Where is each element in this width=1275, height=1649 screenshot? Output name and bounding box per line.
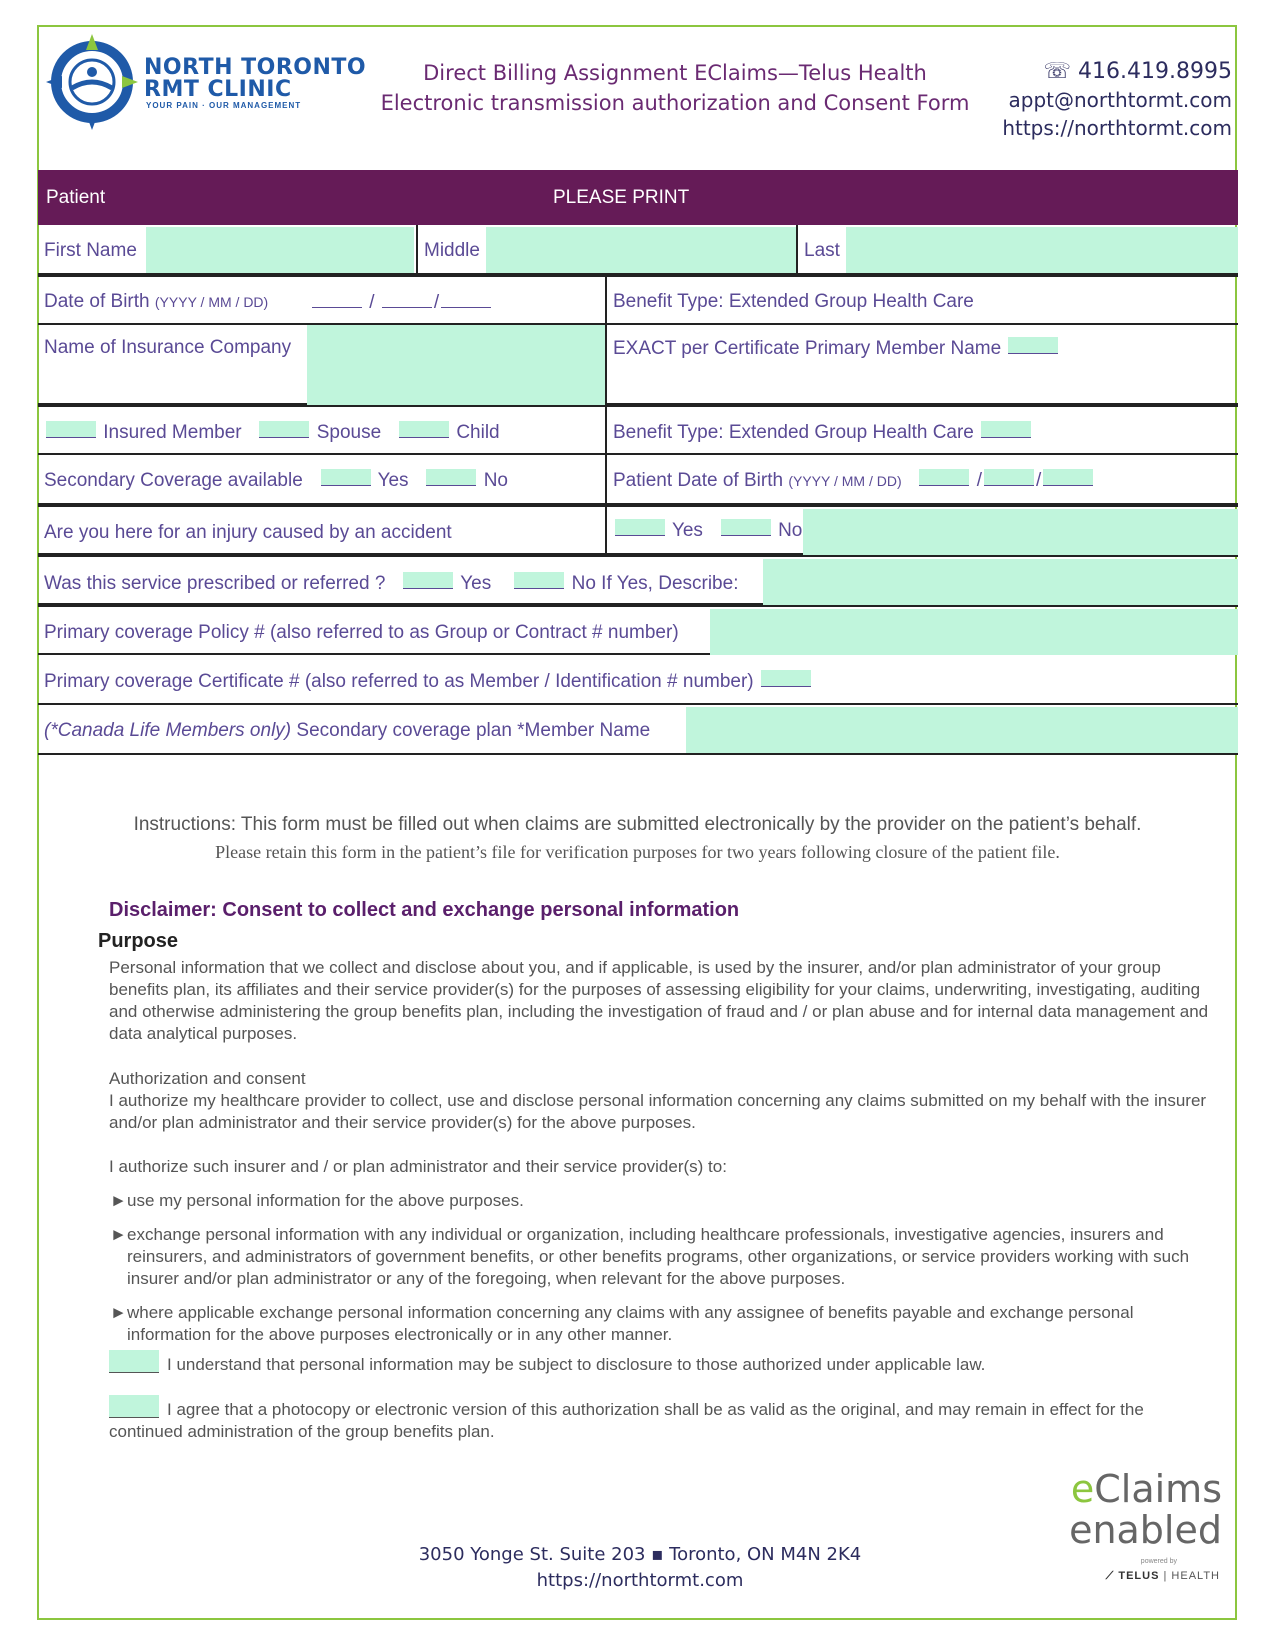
insured-member-blank[interactable] bbox=[46, 421, 96, 438]
phone-icon: ☏ bbox=[1043, 59, 1079, 84]
policy-number-field[interactable] bbox=[710, 609, 1238, 655]
insured-member-label: Insured Member bbox=[103, 422, 242, 443]
patient-section-label: Patient bbox=[46, 187, 106, 208]
prescribed-no-blank[interactable] bbox=[514, 572, 564, 589]
last-name-field[interactable] bbox=[846, 227, 1238, 273]
relationship-options bbox=[44, 421, 500, 444]
primary-member-name-blank[interactable] bbox=[1008, 337, 1058, 354]
divider bbox=[796, 225, 798, 275]
patient-dob: Patient Date of Birth (YYYY / MM / DD) / / bbox=[613, 469, 1095, 492]
phone-line bbox=[1002, 58, 1232, 86]
accident-no-label: No bbox=[778, 520, 803, 541]
patient-dob-format: (YYYY / MM / DD) bbox=[788, 473, 902, 489]
form-title bbox=[380, 58, 970, 118]
instructions-line1: Instructions: This form must be filled out when claims are submitted electronically by the provider on the patient’s behalf. bbox=[133, 814, 1142, 835]
divider bbox=[605, 325, 607, 405]
understand-initial-field[interactable] bbox=[109, 1350, 159, 1373]
dob-fields[interactable]: / / bbox=[310, 291, 493, 314]
disclaimer-title: Disclaimer: Consent to collect and exchange personal information bbox=[109, 899, 740, 921]
instructions-line2: Please retain this form in the patient’s file for verification purposes for two years following closure of the patient file. bbox=[215, 842, 1060, 862]
website-link[interactable]: https://northtormt.com bbox=[1002, 116, 1232, 140]
row-dob bbox=[38, 275, 1238, 325]
bullet-arrow-icon: ► bbox=[110, 1191, 127, 1210]
please-print-label: PLEASE PRINT bbox=[553, 187, 690, 208]
secondary-no-label: No bbox=[483, 470, 508, 491]
dob-day-blank[interactable] bbox=[441, 291, 491, 308]
spouse-label: Spouse bbox=[316, 422, 382, 443]
bullet-arrow-icon: ► bbox=[110, 1303, 127, 1322]
bullet-text: where applicable exchange personal information concerning any claims with any assignee of benefits payable and exchange personal information for the above purposes electronically or in any other manner. bbox=[127, 1303, 1134, 1344]
divider bbox=[605, 455, 607, 505]
eclaims-logo bbox=[1071, 1467, 1222, 1511]
dob-label bbox=[44, 291, 268, 313]
prescribed-question: Was this service prescribed or referred ? bbox=[44, 573, 386, 594]
purpose-heading: Purpose bbox=[98, 930, 179, 952]
row-policy bbox=[38, 605, 1238, 655]
phone-number: 416.419.8995 bbox=[1078, 59, 1232, 84]
eclaims-claims: Claims bbox=[1094, 1467, 1222, 1511]
row-insurance bbox=[38, 325, 1238, 405]
row-secondary-plan bbox=[38, 705, 1238, 755]
accident-details-field[interactable] bbox=[803, 509, 1238, 555]
logo-name-line1: NORTH TORONTO bbox=[144, 55, 367, 80]
bullet-text: exchange personal information with any individual or organization, including healthcare professionals, investigative agencies, insurers and reinsurers, and administrators of government benefits, or other benefits programs, other organizations, or service providers working with such insurer and/or plan administrator or any of the foregoing, when relevant for the above purposes. bbox=[127, 1225, 1190, 1288]
prescribed-if-yes-label: No If Yes, Describe: bbox=[571, 573, 739, 594]
secondary-plan bbox=[44, 720, 650, 742]
row-names bbox=[38, 225, 1238, 275]
insurance-company-label: Name of Insurance Company bbox=[44, 337, 292, 358]
row-accident bbox=[38, 505, 1238, 555]
prescribed-yes-blank[interactable] bbox=[403, 572, 453, 589]
benefit-type-2-blank[interactable] bbox=[981, 421, 1031, 438]
footer-address: 3050 Yonge St. Suite 203 ▪ Toronto, ON M4N 2K4 bbox=[418, 1544, 862, 1565]
benefit-type-2 bbox=[613, 421, 1033, 444]
dob-format: (YYYY / MM / DD) bbox=[154, 294, 269, 310]
bullet-arrow-icon: ► bbox=[110, 1225, 127, 1244]
insurance-company-field[interactable] bbox=[307, 325, 605, 405]
primary-member-name-label bbox=[613, 337, 1060, 360]
accident-question: Are you here for an injury caused by an accident bbox=[44, 522, 452, 543]
understand-text: I understand that personal information may be subject to disclosure to those authorized under applicable law. bbox=[167, 1355, 986, 1374]
agree-text: I agree that a photocopy or electronic version of this authorization shall be as valid as the original, and may remain in effect for the continued administration of the group benefits plan. bbox=[109, 1400, 1144, 1441]
row-certificate bbox=[38, 655, 1238, 705]
secondary-no-blank[interactable] bbox=[426, 469, 476, 486]
child-blank[interactable] bbox=[399, 421, 449, 438]
first-name-field[interactable] bbox=[146, 227, 414, 273]
footer-address-block bbox=[380, 1542, 900, 1594]
row-secondary-coverage bbox=[38, 455, 1238, 505]
policy-label: Primary coverage Policy # (also referred to as Group or Contract # number) bbox=[44, 622, 679, 643]
logo-tagline: YOUR PAIN · OUR MANAGEMENT bbox=[146, 101, 302, 110]
divider bbox=[605, 507, 607, 557]
dob-month-blank[interactable] bbox=[382, 291, 432, 308]
dob-year-blank[interactable] bbox=[312, 291, 362, 308]
form-title-line1: Direct Billing Assignment EClaims—Telus Health bbox=[423, 61, 927, 85]
prescribed-describe-field[interactable] bbox=[763, 559, 1238, 605]
patient-section-bar bbox=[38, 170, 1238, 225]
certificate bbox=[44, 670, 813, 693]
certificate-label: Primary coverage Certificate # (also referred to as Member / Identification # number) bbox=[44, 671, 754, 692]
clinic-logo bbox=[42, 30, 372, 140]
bullet-text: use my personal information for the above purposes. bbox=[127, 1191, 524, 1210]
secondary-yes-label: Yes bbox=[377, 470, 409, 491]
divider bbox=[605, 407, 607, 457]
first-name-label: First Name bbox=[44, 240, 137, 261]
eclaims-enabled: enabled bbox=[1069, 1508, 1222, 1552]
patient-dob-year-blank[interactable] bbox=[919, 469, 969, 486]
benefit-type-label: Benefit Type: Extended Group Health Care bbox=[613, 291, 974, 312]
footer-website[interactable]: https://northtormt.com bbox=[536, 1570, 744, 1591]
dob-label-text: Date of Birth bbox=[44, 291, 150, 312]
spouse-blank[interactable] bbox=[259, 421, 309, 438]
telus-health-text: | HEALTH bbox=[1163, 1570, 1220, 1582]
telus-text: TELUS bbox=[1118, 1570, 1160, 1582]
logo-name-line2: RMT CLINIC bbox=[144, 77, 292, 102]
divider bbox=[605, 277, 607, 327]
prescribed-yes-label: Yes bbox=[460, 573, 492, 594]
contact-info bbox=[1002, 58, 1232, 142]
certificate-number-blank[interactable] bbox=[761, 670, 811, 687]
telus-mark-icon: ⟋ bbox=[1105, 1570, 1119, 1582]
benefit-type-2-label: Benefit Type: Extended Group Health Care bbox=[613, 422, 974, 443]
secondary-coverage bbox=[44, 469, 508, 492]
patient-dob-day-blank[interactable] bbox=[1043, 469, 1093, 486]
child-label: Child bbox=[456, 422, 500, 443]
powered-by: powered by bbox=[1140, 1558, 1177, 1565]
secondary-plan-member-name-field[interactable] bbox=[686, 707, 1238, 753]
accident-options bbox=[613, 519, 802, 542]
authorize-intro: I authorize such insurer and / or plan administrator and their service provider(s) to: bbox=[109, 1157, 727, 1176]
middle-name-label: Middle bbox=[424, 240, 480, 261]
authorization-text: I authorize my healthcare provider to collect, use and disclose personal information concerning any claims submitted on my behalf with the insurer and/or plan administrator and their service provider(s) for the above purposes. bbox=[109, 1091, 1207, 1132]
eclaims-e: e bbox=[1070, 1467, 1095, 1511]
purpose-text: Personal information that we collect and disclose about you, and if applicable, is used by the insurer, and/or plan administrator of your group benefits plan, its affiliates and their service provider(s) for the purposes of assessing eligibility for your claims, underwriting, investigating, auditing and otherwise administering the group benefits plan, including the investigation of fraud and / or plan abuse and for internal data management and data analytical purposes. bbox=[109, 958, 1209, 1043]
prescribed bbox=[44, 572, 738, 595]
row-relationship bbox=[38, 405, 1238, 455]
telus-health-logo bbox=[1106, 1570, 1220, 1583]
secondary-plan-label: Secondary coverage plan *Member Name bbox=[296, 720, 651, 741]
compass-logo-icon bbox=[42, 30, 142, 130]
accident-yes-blank[interactable] bbox=[615, 519, 665, 536]
secondary-yes-blank[interactable] bbox=[321, 469, 371, 486]
row-prescribed bbox=[38, 555, 1238, 605]
form-title-line2: Electronic transmission authorization and Consent Form bbox=[380, 91, 970, 115]
email[interactable]: appt@northtormt.com bbox=[1008, 88, 1232, 112]
secondary-coverage-label: Secondary Coverage available bbox=[44, 470, 303, 491]
patient-dob-label: Patient Date of Birth bbox=[613, 470, 784, 491]
canada-life-note: (*Canada Life Members only) bbox=[44, 720, 292, 741]
middle-name-field[interactable] bbox=[486, 227, 796, 273]
primary-member-name-text: EXACT per Certificate Primary Member Name bbox=[613, 338, 1002, 359]
last-name-label: Last bbox=[804, 240, 840, 261]
divider bbox=[416, 225, 418, 275]
patient-dob-month-blank[interactable] bbox=[984, 469, 1034, 486]
authorization-heading: Authorization and consent bbox=[109, 1069, 306, 1088]
accident-no-blank[interactable] bbox=[721, 519, 771, 536]
accident-yes-label: Yes bbox=[671, 520, 703, 541]
